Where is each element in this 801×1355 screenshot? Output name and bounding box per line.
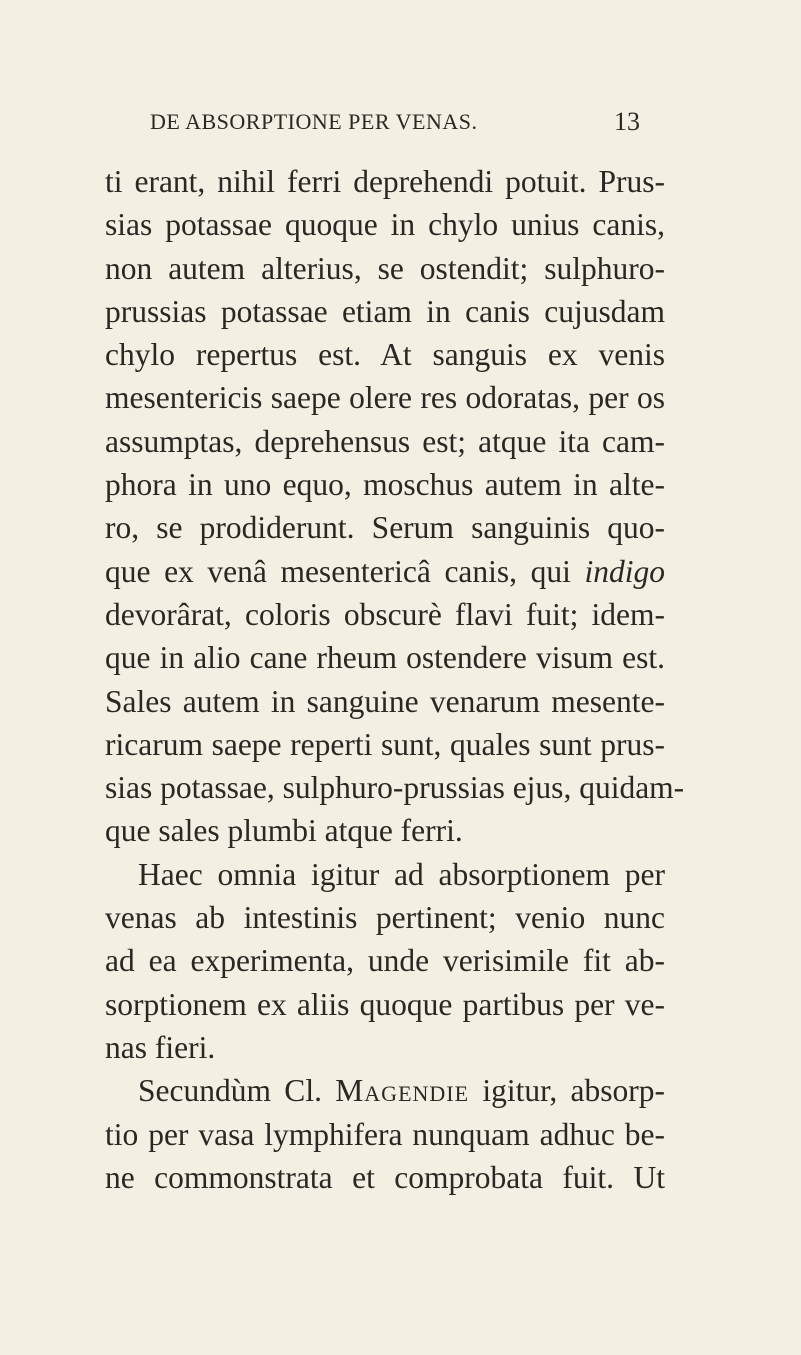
text-line: non autem alterius, se ostendit; sulphuro-: [105, 250, 665, 286]
running-title: DE ABSORPTIONE PER VENAS.: [150, 109, 478, 134]
text-line: assumptas, deprehensus est; atque ita cam-: [105, 423, 665, 459]
text-line: que in alio cane rheum ostendere visum est.: [105, 640, 665, 676]
text-line: devorârat, coloris obscurè flavi fuit; idem-: [105, 596, 665, 632]
text-line: Sales autem in sanguine venarum mesente-: [105, 683, 665, 719]
text-line: ad ea experimenta, unde verisimile fit ab-: [105, 943, 665, 979]
text-line: ricarum saepe reperti sunt, quales sunt prus-: [105, 726, 665, 762]
text-line: Haec omnia igitur ad absorptionem per: [138, 856, 665, 892]
text-line: tio per vasa lymphifera nunquam adhuc be-: [105, 1116, 665, 1152]
text-segment: Secundùm Cl.: [138, 1073, 322, 1109]
author-name: Magendie: [335, 1073, 470, 1109]
body-text: [105, 160, 685, 1199]
text-line: [105, 550, 665, 593]
text-line: mesentericis saepe olere res odoratas, per os: [105, 380, 665, 416]
text-line: ro, se prodiderunt. Serum sanguinis quo-: [105, 510, 665, 546]
text-line: [105, 1069, 665, 1112]
italic-word: indigo: [584, 553, 665, 589]
text-segment: que ex venâ mesentericâ canis, qui: [105, 553, 571, 589]
text-line: sias potassae quoque in chylo unius canis,: [105, 207, 665, 243]
text-line: nas fieri.: [105, 1029, 216, 1065]
text-line: chylo repertus est. At sanguis ex venis: [105, 337, 665, 373]
text-line: sorptionem ex aliis quoque partibus per ve-: [105, 986, 665, 1022]
text-line: ti erant, nihil ferri deprehendi potuit. Prus-: [105, 164, 665, 199]
text-line: ne commonstrata et comprobata fuit. Ut: [105, 1159, 665, 1195]
text-segment: igitur, absorp-: [482, 1073, 666, 1109]
text-line: venas ab intestinis pertinent; venio nunc: [105, 900, 665, 936]
running-head: [150, 109, 640, 149]
text-line: que sales plumbi atque ferri.: [105, 813, 463, 849]
text-line: phora in uno equo, moschus autem in alte-: [105, 467, 665, 503]
page-number: 13: [614, 107, 640, 136]
text-line: prussias potassae etiam in canis cujusdam: [105, 293, 665, 329]
text-line: sias potassae, sulphuro-prussias ejus, quidam-: [105, 770, 685, 806]
